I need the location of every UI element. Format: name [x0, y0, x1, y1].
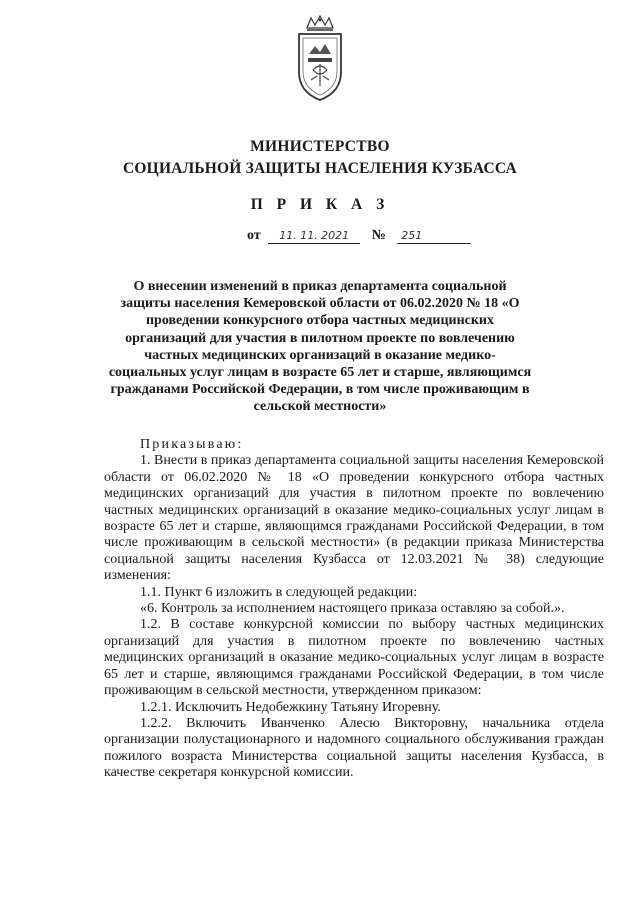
paragraph-1-2-2: 1.2.2. Включить Иванченко Алесю Викторовну, начальника отдела организации полустационарного и надомного социального обслуживания граждан пожилого возраста Министерства социальной защиты населения Кузбасса, в качестве секретаря конкурсной комиссии. [104, 715, 604, 781]
ministry-name-line2: СОЦИАЛЬНОЙ ЗАЩИТЫ НАСЕЛЕНИЯ КУЗБАССА [123, 160, 517, 177]
orders-word: Приказываю: [140, 437, 244, 452]
order-date: 11. 11. 2021 [268, 229, 360, 244]
paragraph-1-2-1: 1.2.1. Исключить Недобежкину Татьяну Игоревну. [140, 699, 441, 715]
ministry-name-line1: МИНИСТЕРСТВО [250, 138, 390, 155]
paragraph-1-1: 1.1. Пункт 6 изложить в следующей редакции: [140, 584, 418, 600]
paragraph-1: 1. Внести в приказ департамента социальной защиты населения Кемеровской области от 06.02.2020 № 18 «О проведении конкурсного отбора частных медицинских организаций для участия в пилотном проекте по вовлечению частных медицинских организаций в оказание медико-социальных услуг лицам в возрасте 65 лет и старше, являющимся гражданами Российской Федерации, в том числе проживающим в сельской местности» (в редакции приказа Министерства социальной защиты населения Кузбасса от 12.03.2021 № 38) следующие изменения: [104, 453, 604, 584]
paragraph-1-1-text: «6. Контроль за исполнением настоящего приказа оставляю за собой.». [140, 601, 565, 617]
date-prefix: от [247, 228, 261, 243]
order-body [104, 437, 604, 782]
order-number: 251 [397, 229, 471, 244]
paragraph-1-2: 1.2. В составе конкурсной комиссии по выбору частных медицинских организаций для участия в пилотном проекте по вовлечению частных медицинских организаций в оказание медико-социальных услуг лицам в возрасте 65 лет и старше, являющимся гражданами Российской Федерации, в том числе проживающим в сельской местности, утвержденном приказом: [104, 617, 604, 699]
order-title: О внесении изменений в приказ департамента социальной защиты населения Кемеровской области от 06.02.2020 № 18 «О проведении конкурсного отбора частных медицинских организаций для участия в пилотном проекте по вовлечению частных медицинских организаций в оказание медико-социальных услуг лицам в возрасте 65 лет и старше, являющимся гражданами Российской Федерации, в том числе проживающим в сельской местности» [108, 279, 532, 415]
number-prefix: № [371, 228, 386, 243]
document-type-heading: П Р И К А З [250, 196, 390, 213]
order-date-number-line [247, 228, 471, 244]
coat-of-arms-icon [293, 14, 347, 102]
